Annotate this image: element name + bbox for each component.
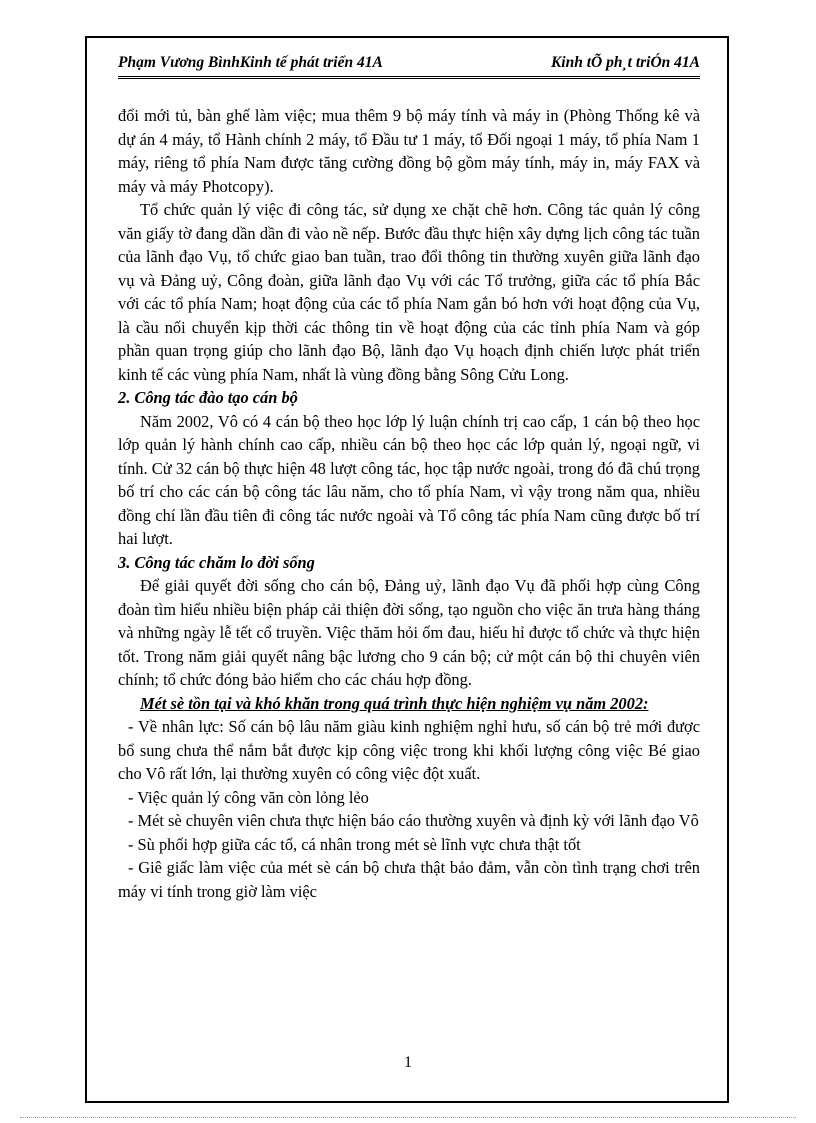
paragraph: đổi mới tủ, bàn ghế làm việc; mua thêm 9 bộ máy tính và máy in (Phòng Thống kê và dự án 4 máy, tổ Hành chính 2 máy, tổ Đầu tư 1 máy, tổ Đối ngoại 1 máy, tổ phía Nam 1 máy, riêng tổ phía Nam được tăng cường đồng bộ gồm máy tính, máy in, máy FAX và máy và máy Photcopy). [118, 106, 700, 196]
section-heading: Mét sè tồn tại và khó khăn trong quá trình thực hiện nghiệm vụ năm 2002: [140, 693, 649, 713]
list-item: - Giê giấc làm việc của mét sè cán bộ chưa thật bảo đảm, vẫn còn tình trạng chơi trên máy vi tính trong giờ làm việc [118, 858, 700, 901]
list-item: - Mét sè chuyên viên chưa thực hiện báo cáo thường xuyên và định kỳ với lãnh đạo Vô [128, 811, 699, 830]
header-course: Kinh tÕ ph¸t triÓn 41A [550, 54, 700, 71]
list-item: - Sù phối hợp giữa các tổ, cá nhân trong mét sè lĩnh vực chưa thật tốt [128, 834, 581, 854]
section-heading: 3. Công tác chăm lo đời sống [118, 552, 315, 572]
paragraph: Tổ chức quản lý việc đi công tác, sử dụng xe chặt chẽ hơn. Công tác quản lý công văn giấy tờ đang dần dần đi vào nề nếp. Bước đầu thực hiện xây dựng lịch công tác tuần của lãnh đạo Vụ, tổ chức giao ban tuần, trao đổi thông tin thường xuyên giữa lãnh đạo vụ và Đảng uỷ, Công đoàn, giữa lãnh đạo Vụ với các Tổ trưởng, giữa các tổ phía Bắc với các tổ phía Nam; hoạt động của các tổ phía Nam gắn bó hơn với hoạt động của Vụ, là cầu nối chuyển kịp thời các thông tin về hoạt động của các tỉnh phía Nam và góp phần quan trọng giúp cho lãnh đạo Bộ, lãnh đạo Vụ hoạch định chiến lược phát triển kinh tế các vùng phía Nam, nhất là vùng đồng bằng Sông Cửu Long. [118, 200, 700, 384]
page-number: 1 [404, 1054, 412, 1071]
page-bottom-divider [20, 1117, 796, 1118]
paragraph: Năm 2002, Vô có 4 cán bộ theo học lớp lý luận chính trị cao cấp, 1 cán bộ theo học lớp quản lý hành chính cao cấp, nhiều cán bộ theo học các lớp quản lý, ngoại ngữ, vi tính. Cử 32 cán bộ thực hiện 48 lượt công tác, học tập nước ngoài, trong đó đã chú trọng bố trí cho các cán bộ công tác lâu năm, cho tổ phía Nam, vì vậy trong năm qua, nhiều đồng chí lần đầu tiên đi công tác nước ngoài và Tổ công tác phía Nam cũng được bố trí hai lượt. [118, 411, 700, 548]
list-item: - Việc quản lý công văn còn lỏng lẻo [128, 787, 369, 807]
list-item: - Về nhân lực: Số cán bộ lâu năm giàu kinh nghiệm nghỉ hưu, số cán bộ trẻ mới được bổ sung chưa thể nắm bắt được kịp công việc trong khi khối lượng công việc Bé giao cho Vô rất lớn, lại thường xuyên có công việc đột xuất. [118, 717, 700, 783]
header-author: Phạm Vương BìnhKinh tế phát triển 41A [118, 54, 383, 71]
document-body [118, 104, 700, 903]
section-heading: 2. Công tác đào tạo cán bộ [118, 388, 298, 407]
page-header [118, 52, 700, 79]
paragraph: Để giải quyết đời sống cho cán bộ, Đảng uỷ, lãnh đạo Vụ đã phối hợp cùng Công đoàn tìm hiểu nhiều biện pháp cải thiện đời sống, tạo nguồn cho việc ăn trưa hàng tháng và những ngày lễ tết cổ truyền. Việc thăm hỏi ốm đau, hiếu hỉ được tổ chức và thực hiện tốt. Trong năm giải quyết nâng bậc lương cho 9 cán bộ; cử một cán bộ thi chuyên viên chính; tổ chức đóng bảo hiểm cho các cháu hợp đồng. [118, 576, 700, 689]
